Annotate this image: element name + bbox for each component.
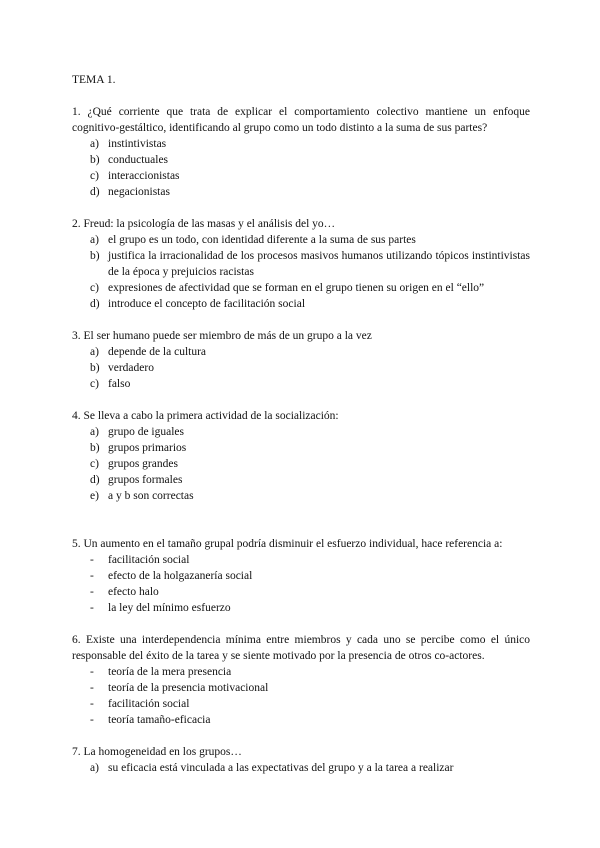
option-marker: c) xyxy=(90,378,99,390)
option-marker: b) xyxy=(90,362,100,374)
option-item xyxy=(72,424,530,440)
question-7 xyxy=(72,744,530,776)
option-text: conductuales xyxy=(108,154,169,166)
option-item xyxy=(72,712,530,728)
option-marker: e) xyxy=(90,490,99,502)
question-text: 4. Se lleva a cabo la primera actividad de la socialización: xyxy=(72,410,339,422)
options-list xyxy=(72,760,530,776)
option-marker: b) xyxy=(90,154,100,166)
option-item xyxy=(72,248,530,280)
option-text: instintivistas xyxy=(108,138,167,150)
option-text: teoría tamaño-eficacia xyxy=(108,714,211,726)
option-text: falso xyxy=(108,378,131,390)
option-item xyxy=(72,488,530,504)
option-item xyxy=(72,344,530,360)
option-text: efecto halo xyxy=(108,586,159,598)
option-marker: c) xyxy=(90,170,99,182)
option-marker: a) xyxy=(90,426,99,438)
option-text: efecto de la holgazanería social xyxy=(108,570,253,582)
option-text: el grupo es un todo, con identidad diferente a la suma de sus partes xyxy=(108,234,416,246)
option-text: depende de la cultura xyxy=(108,346,207,358)
option-marker: a) xyxy=(90,762,99,774)
option-item xyxy=(72,664,530,680)
option-item xyxy=(72,472,530,488)
option-text: verdadero xyxy=(108,362,154,374)
option-text: facilitación social xyxy=(108,554,190,566)
option-item xyxy=(72,168,530,184)
option-text: grupos formales xyxy=(108,474,183,486)
option-item xyxy=(72,600,530,616)
question-1 xyxy=(72,104,530,200)
options-list xyxy=(72,136,530,200)
option-marker: a) xyxy=(90,138,99,150)
question-text: 7. La homogeneidad en los grupos… xyxy=(72,746,242,758)
option-item xyxy=(72,152,530,168)
question-6 xyxy=(72,632,530,728)
option-item xyxy=(72,376,530,392)
option-marker: c) xyxy=(90,282,99,294)
question-2 xyxy=(72,216,530,312)
option-item xyxy=(72,696,530,712)
option-text: teoría de la mera presencia xyxy=(108,666,232,678)
option-item xyxy=(72,232,530,248)
option-item xyxy=(72,552,530,568)
option-item xyxy=(72,568,530,584)
blank-line xyxy=(72,520,530,536)
option-marker: b) xyxy=(90,250,100,262)
option-marker: b) xyxy=(90,442,100,454)
option-text: justifica la irracionalidad de los procesos masivos humanos utilizando tópicos instintivistas de la época y prejuicios racistas xyxy=(108,250,530,278)
question-4 xyxy=(72,408,530,504)
page-title: TEMA 1. xyxy=(72,74,116,86)
option-marker: d) xyxy=(90,474,100,486)
options-list xyxy=(72,344,530,392)
option-item xyxy=(72,760,530,776)
question-text: 1. ¿Qué corriente que trata de explicar el comportamiento colectivo mantiene un enfoque cognitivo-gestáltico, identificando al grupo como un todo distinto a la suma de sus partes? xyxy=(72,106,530,134)
option-marker: c) xyxy=(90,458,99,470)
option-marker: - xyxy=(90,666,94,678)
options-list xyxy=(72,424,530,504)
option-marker: - xyxy=(90,570,94,582)
option-item xyxy=(72,280,530,296)
document-page xyxy=(72,72,530,792)
option-item xyxy=(72,440,530,456)
option-item xyxy=(72,136,530,152)
question-text: 6. Existe una interdependencia mínima entre miembros y cada uno se percibe como el único responsable del éxito de la tarea y se siente motivado por la presencia de otros co-actores. xyxy=(72,634,530,662)
option-item xyxy=(72,456,530,472)
option-text: introduce el concepto de facilitación social xyxy=(108,298,306,310)
option-text: facilitación social xyxy=(108,698,190,710)
option-text: a y b son correctas xyxy=(108,490,194,502)
option-item xyxy=(72,680,530,696)
option-marker: - xyxy=(90,714,94,726)
option-text: grupo de iguales xyxy=(108,426,185,438)
question-5 xyxy=(72,536,530,616)
options-list xyxy=(72,232,530,312)
option-marker: - xyxy=(90,602,94,614)
option-text: grupos grandes xyxy=(108,458,178,470)
question-3 xyxy=(72,328,530,392)
option-marker: a) xyxy=(90,346,99,358)
option-text: la ley del mínimo esfuerzo xyxy=(108,602,231,614)
option-marker: - xyxy=(90,586,94,598)
options-list xyxy=(72,552,530,616)
option-marker: d) xyxy=(90,298,100,310)
option-marker: - xyxy=(90,698,94,710)
option-marker: - xyxy=(90,554,94,566)
option-text: grupos primarios xyxy=(108,442,187,454)
option-item xyxy=(72,584,530,600)
option-marker: a) xyxy=(90,234,99,246)
option-marker: d) xyxy=(90,186,100,198)
option-text: teoría de la presencia motivacional xyxy=(108,682,269,694)
option-text: su eficacia está vinculada a las expectativas del grupo y a la tarea a realizar xyxy=(108,762,454,774)
option-item xyxy=(72,184,530,200)
option-marker: - xyxy=(90,682,94,694)
options-list xyxy=(72,664,530,728)
option-text: expresiones de afectividad que se forman en el grupo tienen su origen en el “ello” xyxy=(108,282,485,294)
option-text: negacionistas xyxy=(108,186,170,198)
option-item xyxy=(72,296,530,312)
question-text: 5. Un aumento en el tamaño grupal podría disminuir el esfuerzo individual, hace referencia a: xyxy=(72,538,503,550)
option-item xyxy=(72,360,530,376)
option-text: interaccionistas xyxy=(108,170,180,182)
question-text: 3. El ser humano puede ser miembro de más de un grupo a la vez xyxy=(72,330,372,342)
question-text: 2. Freud: la psicología de las masas y el análisis del yo… xyxy=(72,218,336,230)
